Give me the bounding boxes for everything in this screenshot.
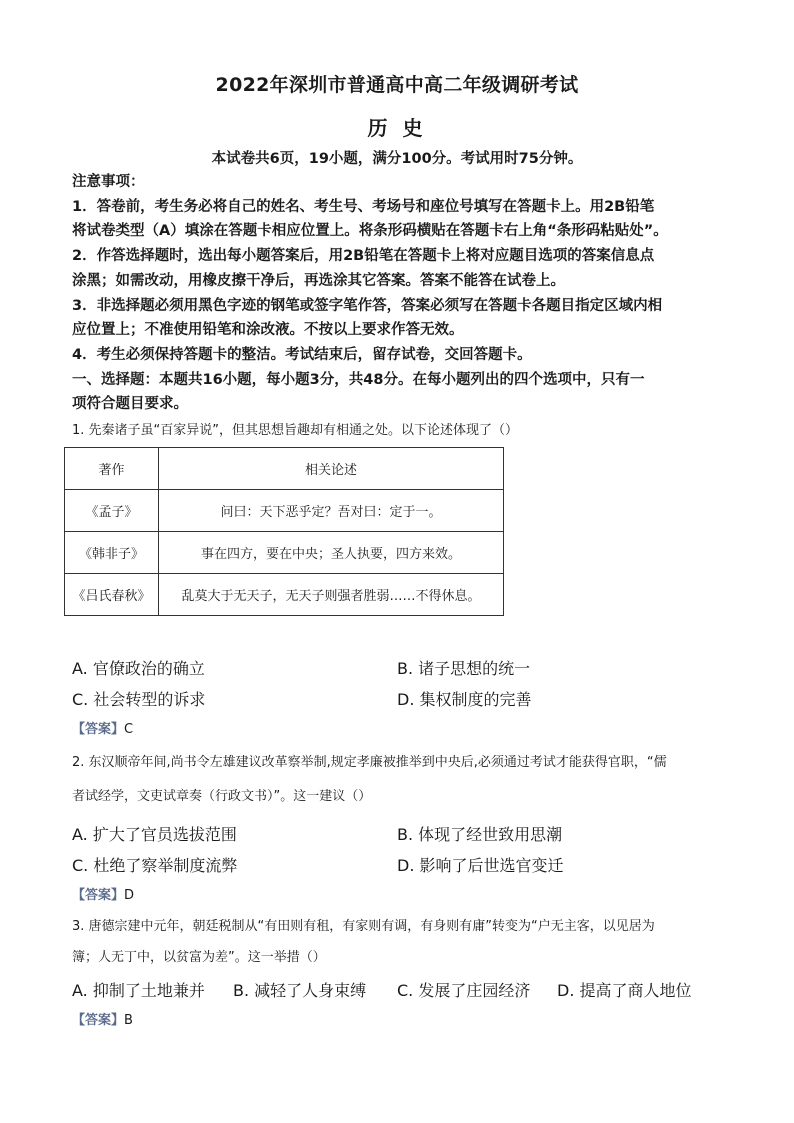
- exam-title: 2022年深圳市普通高中高二年级调研考试: [215, 74, 579, 96]
- subject-title: 历 史: [367, 116, 427, 140]
- table-row: [65, 490, 504, 532]
- table-cell: 《孟子》: [65, 490, 159, 532]
- question-stem: 2. 东汉顺帝年间,尚书令左雄建议改革察举制,规定孝廉被推举到中央后,必须通过考试才能获得官职，“儒: [72, 755, 667, 770]
- table-header: 著作: [65, 448, 159, 490]
- question-1: [72, 418, 732, 444]
- instruction-line: 1．答卷前，考生务必将自己的姓名、考生号、考场号和座位号填写在答题卡上。用2B铅笔: [72, 198, 655, 215]
- instructions-heading: 注意事项：: [72, 174, 145, 190]
- option-d: D. 提高了商人地位: [557, 981, 692, 1000]
- option-c: C. 发展了庄园经济: [397, 981, 531, 1000]
- option-d: D. 集权制度的完善: [397, 690, 532, 709]
- answer-line: [72, 718, 133, 737]
- question-stem: 1. 先秦诸子虽“百家异说”，但其思想旨趣却有相通之处。以下论述体现了（）: [72, 423, 519, 438]
- instruction-line: 将试卷类型（A）填涂在答题卡相应位置上。将条形码横贴在答题卡右上角“条形码粘贴处”。: [72, 223, 668, 240]
- option-a: A. 扩大了官员选拔范围: [72, 825, 237, 844]
- section-heading: 项符合题目要求。: [72, 396, 188, 413]
- table-row: [65, 532, 504, 574]
- answer-tag: 【答案】: [72, 888, 125, 903]
- option-b: B. 诸子思想的统一: [397, 659, 531, 678]
- table-cell: 《韩非子》: [65, 532, 159, 574]
- answer-value: C: [124, 722, 134, 737]
- instruction-line: 应位置上；不准使用铅笔和涂改液。不按以上要求作答无效。: [72, 322, 464, 339]
- instruction-line: 2．作答选择题时，选出每小题答案后，用2B铅笔在答题卡上将对应题目选项的答案信息点: [72, 248, 655, 265]
- option-d: D. 影响了后世选官变迁: [397, 856, 564, 875]
- answer-value: B: [124, 1013, 133, 1028]
- question-2: [72, 746, 732, 814]
- option-b: B. 减轻了人身束缚: [233, 981, 367, 1000]
- table-header: 相关论述: [159, 448, 504, 490]
- instruction-line: 涂黑；如需改动，用橡皮擦干净后，再选涂其它答案。答案不能答在试卷上。: [72, 272, 565, 289]
- option-b: B. 体现了经世致用思潮: [397, 825, 563, 844]
- answer-tag: 【答案】: [72, 722, 125, 737]
- option-c: C. 杜绝了察举制度流弊: [72, 856, 238, 875]
- question-3: [72, 911, 732, 973]
- question-1-table: [64, 447, 504, 616]
- table-cell: 问曰：天下恶乎定？吾对曰：定于一。: [159, 490, 504, 532]
- instruction-line: 3．非选择题必须用黑色字迹的钢笔或签字笔作答，答案必须写在答题卡各题目指定区域内相: [72, 297, 663, 314]
- instruction-line: 4．考生必须保持答题卡的整洁。考试结束后，留存试卷，交回答题卡。: [72, 346, 532, 363]
- option-a: A. 抑制了土地兼并: [72, 981, 205, 1000]
- exam-info: 本试卷共6页，19小题，满分100分。考试用时75分钟。: [211, 151, 583, 167]
- answer-line: [72, 1009, 133, 1028]
- table-cell: 事在四方，要在中央；圣人执要，四方来效。: [159, 532, 504, 574]
- section-heading: 一、选择题：本题共16小题，每小题3分，共48分。在每小题列出的四个选项中，只有一: [72, 371, 645, 388]
- table-row: [65, 574, 504, 616]
- answer-value: D: [124, 888, 135, 903]
- answer-tag: 【答案】: [72, 1013, 125, 1028]
- answer-line: [72, 884, 134, 903]
- table-cell: 《吕氏春秋》: [65, 574, 159, 616]
- table-header-row: [65, 448, 504, 490]
- question-stem: 簿；人无丁中，以贫富为差”。这一举措（）: [72, 950, 326, 965]
- table-cell: 乱莫大于无天子，无天子则强者胜弱……不得休息。: [159, 574, 504, 616]
- instructions: [72, 170, 732, 417]
- question-stem: 3. 唐德宗建中元年，朝廷税制从“有田则有租，有家则有调，有身则有庸”转变为“户无主客，以见居为: [72, 919, 655, 934]
- question-stem: 者试经学，文吏试章奏（行政文书）”。这一建议（）: [72, 789, 372, 804]
- option-c: C. 社会转型的诉求: [72, 690, 206, 709]
- option-a: A. 官僚政治的确立: [72, 659, 205, 678]
